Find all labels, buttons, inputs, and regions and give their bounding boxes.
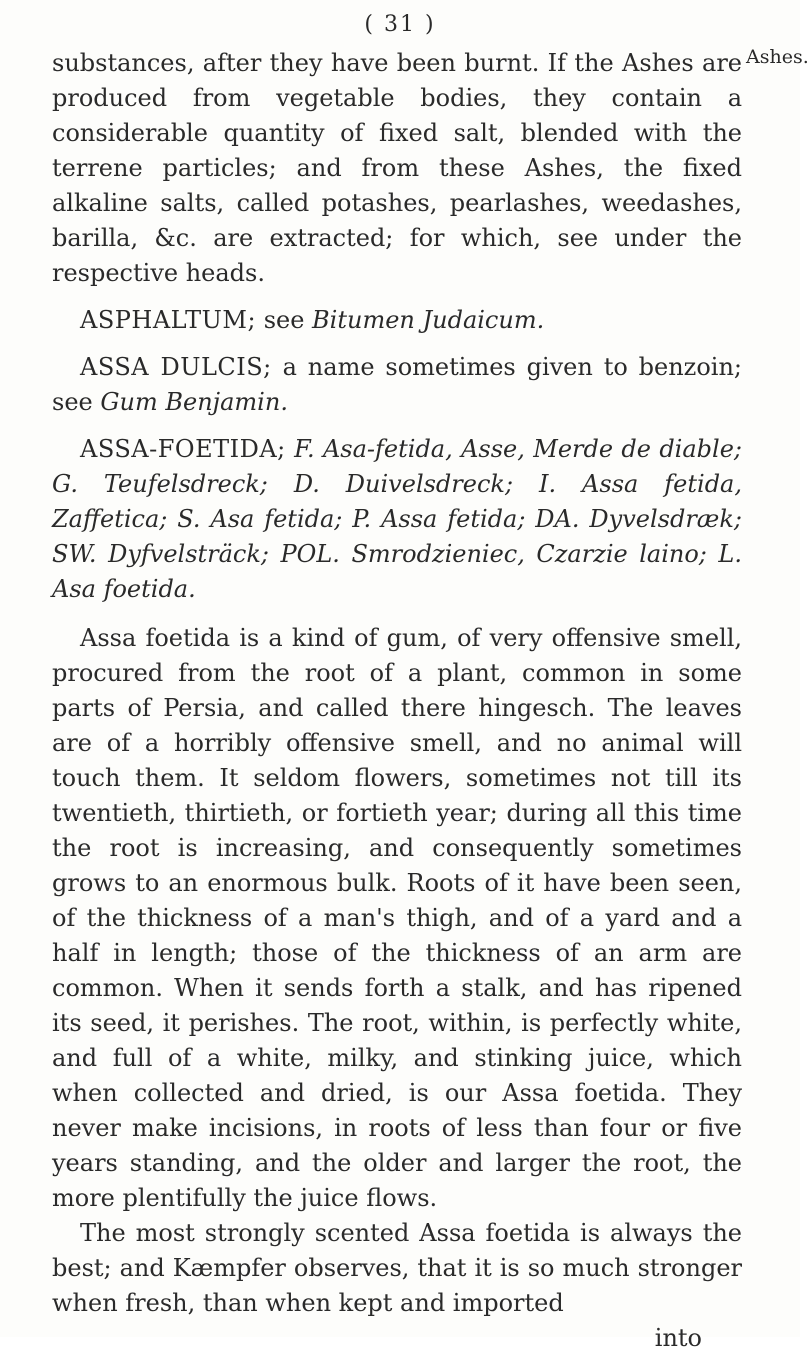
body-text — [52, 46, 742, 1356]
paragraph-ashes-continued: substances, after they have been burnt. If the Ashes are produced from vegetable bodies, they contain a considerable quantity of fixed salt, blended with the terrene particles; and from these Ashes, the fixed alkaline salts, called potashes, pearlashes, weedashes, barilla, &c. are extracted; for which, see under the respective heads. — [52, 49, 742, 287]
page-number: ( 31 ) — [364, 12, 436, 37]
headword-asphaltum: ASPHALTUM; — [80, 306, 257, 334]
entry-assa-dulcis-text: a name sometimes given to benzoin; see — [52, 353, 742, 416]
headword-assa-dulcis: ASSA DULCIS; — [80, 353, 272, 381]
entry-assa-foetida — [52, 432, 742, 607]
entry-asphaltum-text: see — [256, 306, 313, 334]
entry-assa-dulcis — [52, 350, 742, 420]
paragraph-assa-foetida-quality: The most strongly scented Assa foetida is always the best; and Kæmpfer observes, that it is so much stronger when fresh, than when kept and imported — [52, 1219, 742, 1317]
cross-reference: Bitumen Judaicum. — [312, 306, 545, 334]
paragraph-assa-foetida-description: Assa foetida is a kind of gum, of very offensive smell, procured from the root of a plant, common in some parts of Persia, and called there hingesch. The leaves are of a horribly offensive smell, and no animal will touch them. It seldom flowers, sometimes not till its twentieth, thirtieth, or fortieth year; during all this time the root is increasing, and consequently sometimes grows to an enormous bulk. Roots of it have been seen, of the thickness of a man's thigh, and of a yard and a half in length; those of the thickness of an arm are common. When it sends forth a stalk, and has ripened its seed, it perishes. The root, within, is perfectly white, and full of a white, milky, and stinking juice, which when collected and dried, is our Assa foetida. They never make incisions, in roots of less than four or five years standing, and the older and larger the root, the more plentifully the juice flows. — [52, 624, 742, 1212]
foreign-names: F. Asa-fetida, Asse, Merde de diable; G. Teufelsdreck; D. Duivelsdreck; I. Assa fetida, Zaffetica; S. Asa fetida; P. Assa fetida; DA. Dyvelsdræk; SW. Dyfvelsträck; POL. Smrodzieniec, Czarzie laino; L. Asa foetida. — [52, 435, 742, 603]
headword-assa-foetida: ASSA-FOETIDA; — [80, 435, 286, 463]
entry-asphaltum — [52, 303, 742, 338]
margin-note: Ashes. — [746, 46, 809, 68]
cross-reference: Gum Benjamin. — [100, 388, 288, 416]
catchword: into — [654, 1324, 702, 1352]
